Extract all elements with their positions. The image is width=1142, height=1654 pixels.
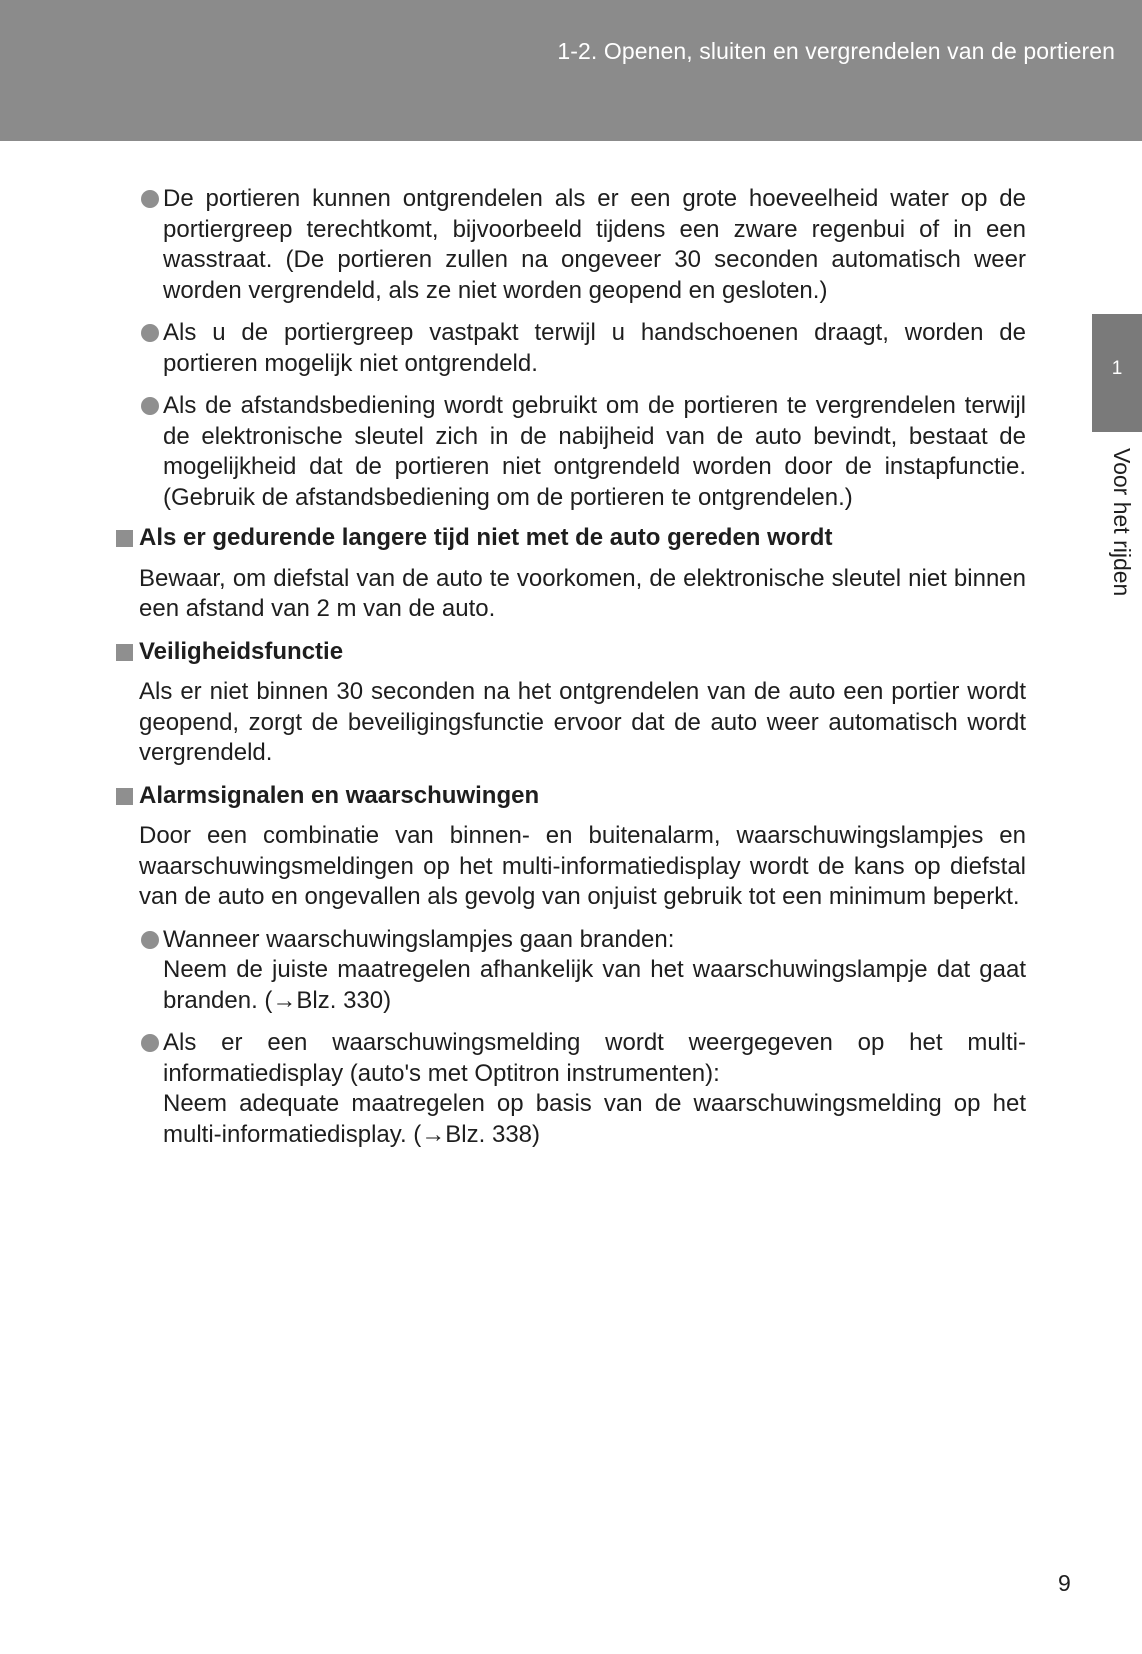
circle-bullet-icon <box>141 931 159 949</box>
bullet-item <box>116 391 1026 513</box>
square-bullet-icon <box>116 530 133 547</box>
page-number: 9 <box>1058 1570 1071 1596</box>
square-bullet-icon <box>116 788 133 805</box>
section-body: Bewaar, om diefstal van de auto te voorkomen, de elektronische sleutel niet binnen een afstand van 2 m van de auto. <box>139 564 1026 622</box>
bullet-text: De portieren kunnen ontgrendelen als er een grote hoeveelheid water op de portiergreep terechtkomt, bijvoorbeeld tijdens een zware regenbui of in een wasstraat. (De portieren zullen na ongeveer 30 seconden automatisch weer worden vergrendeld, als ze niet worden geopend en gesloten.) <box>163 185 1026 304</box>
bullet-item <box>116 925 1026 1017</box>
section-heading-text: Alarmsignalen en waarschuwingen <box>139 781 540 809</box>
bullet-text: Als u de portiergreep vastpakt terwijl u handschoenen draagt, worden de portieren mogelijk niet ontgrendeld. <box>163 319 1026 377</box>
section-body: Door een combinatie van binnen- en buitenalarm, waarschuwingslampjes en waarschuwingsmeldingen op het multi-informatiedisplay wordt de kans op diefstal van de auto en ongevallen als gevolg van onjuist gebruik tot een minimum beperkt. <box>139 822 1026 910</box>
circle-bullet-icon <box>141 324 159 342</box>
chapter-tab <box>1092 314 1142 432</box>
bullet-text-line1: Wanneer waarschuwingslampjes gaan branden: <box>163 925 675 953</box>
circle-bullet-icon <box>141 190 159 208</box>
header-title: 1-2. Openen, sluiten en vergrendelen van de portieren <box>557 38 1115 64</box>
section-heading <box>116 523 1026 554</box>
bullet-text-line2: Neem adequate maatregelen op basis van de waarschuwingsmelding op het multi-informatiedisplay. (→Blz. 338) <box>163 1090 1026 1148</box>
page-content <box>116 184 1026 1162</box>
section-heading <box>116 781 1026 812</box>
page-header <box>0 0 1142 141</box>
chapter-number: 1 <box>1111 358 1123 379</box>
bullet-item <box>116 318 1026 379</box>
circle-bullet-icon <box>141 1034 159 1052</box>
bullet-text-line1: Als er een waarschuwingsmelding wordt weergegeven op het multi-informatiedisplay (auto's met Optitron instrumenten): <box>163 1029 1026 1087</box>
chapter-label: Voor het rijden <box>1109 448 1135 597</box>
bullet-item <box>116 184 1026 306</box>
section-body: Als er niet binnen 30 seconden na het ontgrendelen van de auto een portier wordt geopend, zorgt de beveiligingsfunctie ervoor dat de auto weer automatisch wordt vergrendeld. <box>139 678 1026 766</box>
bullet-text-line2: Neem de juiste maatregelen afhankelijk van het waarschuwingslampje dat gaat branden. (→Blz. 330) <box>163 956 1026 1014</box>
bullet-text: Als de afstandsbediening wordt gebruikt om de portieren te vergrendelen terwijl de elektronische sleutel zich in de nabijheid van de auto bevindt, bestaat de mogelijkheid dat de portieren niet ontgrendeld worden door de instapfunctie. (Gebruik de afstandsbediening om de portieren te ontgrendelen.) <box>163 392 1026 511</box>
section-heading <box>116 637 1026 668</box>
section-heading-text: Veiligheidsfunctie <box>139 637 344 665</box>
bullet-item <box>116 1028 1026 1150</box>
section-heading-text: Als er gedurende langere tijd niet met de auto gereden wordt <box>139 524 833 551</box>
circle-bullet-icon <box>141 397 159 415</box>
square-bullet-icon <box>116 644 133 661</box>
